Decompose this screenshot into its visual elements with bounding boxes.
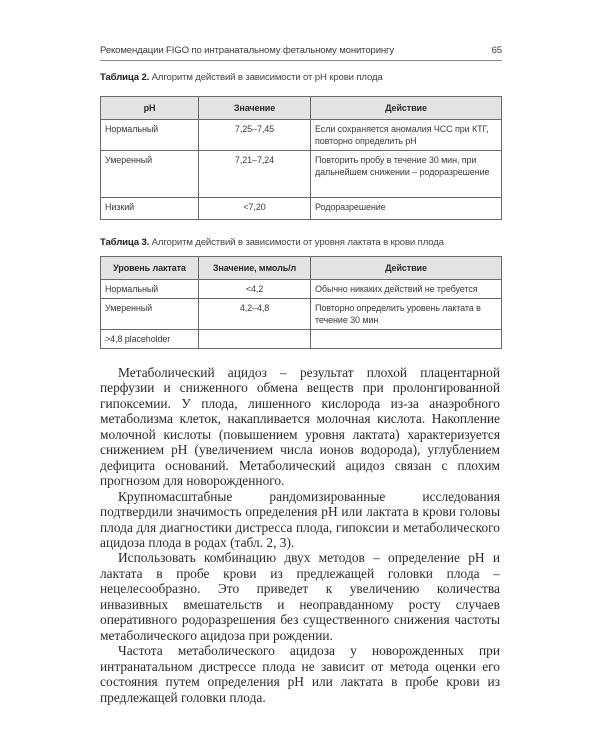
table3-caption <box>100 237 444 248</box>
table3-cell-category: >4,8 placeholder <box>101 329 199 348</box>
table-row <box>101 329 502 348</box>
table2-cell-action: Повторить пробу в течение 30 мин, при дальнейшем снижении – родоразрешение <box>311 150 502 197</box>
table3-cell-action <box>311 329 502 348</box>
table3-cell-value <box>199 329 311 348</box>
table3-cell-action: Повторно определить уровень лактата в течение 30 мин <box>311 298 502 329</box>
table3-caption-text: Алгоритм действий в зависимости от уровня лактата в крови плода <box>149 237 444 248</box>
table2-cell-category: Умеренный <box>101 150 199 197</box>
table-row <box>101 298 502 329</box>
table2-cell-value: 7,25–7,45 <box>199 119 311 150</box>
table2-cell-value: <7,20 <box>199 197 311 219</box>
running-head <box>100 45 502 59</box>
table2-cell-category: Низкий <box>101 197 199 219</box>
table2-caption-number: Таблица 2. <box>100 72 150 83</box>
table2-cell-action: Родоразрешение <box>311 197 502 219</box>
header-rule <box>100 60 502 61</box>
table3 <box>100 256 502 349</box>
table3-cell-value: 4,2–4,8 <box>199 298 311 329</box>
table2-header-ph: pH <box>101 97 199 120</box>
table3-cell-category: Нормальный <box>101 279 199 298</box>
table-row <box>101 119 502 150</box>
table3-cell-action: Обычно никаких действий не требуется <box>311 279 502 298</box>
table2-cell-action: Если сохраняется аномалия ЧСС при КТГ, повторно определить pH <box>311 119 502 150</box>
paragraph: Частота метаболического ацидоза у новорожденных при интранатальном дистрессе плода не зависит от метода оценки его состояния путем определения pH или лактата в пробе крови из предлежащей головки плода. <box>100 643 500 705</box>
table3-cell-category: Умеренный <box>101 298 199 329</box>
paragraph: Метаболический ацидоз – результат плохой плацентарной перфузии и сниженного обмена веществ при пролонгированной гипоксемии. У плода, лишенного кислорода из-за анаэробного метаболизма клеток, накапливается молочная кислота. Накопление молочной кислоты (повышением уровня лактата) характеризуется снижением pH (увеличением числа ионов водорода), углублением дефицита оснований. Метаболический ацидоз связан с плохим прогнозом для новорожденного. <box>100 365 500 489</box>
table3-caption-number: Таблица 3. <box>100 237 150 248</box>
table2-cell-category: Нормальный <box>101 119 199 150</box>
table3-cell-value: <4,2 <box>199 279 311 298</box>
table2 <box>100 96 502 220</box>
paragraph: Крупномасштабные рандомизированные исследования подтвердили значимость определения pH или лактата в крови головы плода для диагностики дистресса плода, гипоксии и метаболического ацидоза плода в родах (табл. 2, 3). <box>100 488 500 550</box>
running-head-title: Рекомендации FIGO по интранатальному фетальному мониторингу <box>100 45 395 56</box>
table2-header-action: Действие <box>311 97 502 120</box>
page-number: 65 <box>491 45 502 56</box>
table3-header-action: Действие <box>311 257 502 280</box>
table2-caption <box>100 72 383 83</box>
body-text <box>100 365 500 705</box>
table2-caption-text: Алгоритм действий в зависимости от pH крови плода <box>149 72 383 83</box>
table2-header-row <box>101 97 502 120</box>
table3-header-value: Значение, ммоль/л <box>199 257 311 280</box>
table3-header-row <box>101 257 502 280</box>
table3-header-lactate-level: Уровень лактата <box>101 257 199 280</box>
table2-cell-value: 7,21–7,24 <box>199 150 311 197</box>
table-row <box>101 279 502 298</box>
table-row <box>101 197 502 219</box>
paragraph: Использовать комбинацию двух методов – определение pH и лактата в пробе крови из предлежащей головки плода – нецелесообразно. Это приведет к увеличению количества инвазивных вмешательств и неоправданному росту случаев оперативного родоразрешения без существенного снижения частоты метаболического ацидоза при рождении. <box>100 550 500 643</box>
table-row <box>101 150 502 197</box>
table2-header-value: Значение <box>199 97 311 120</box>
